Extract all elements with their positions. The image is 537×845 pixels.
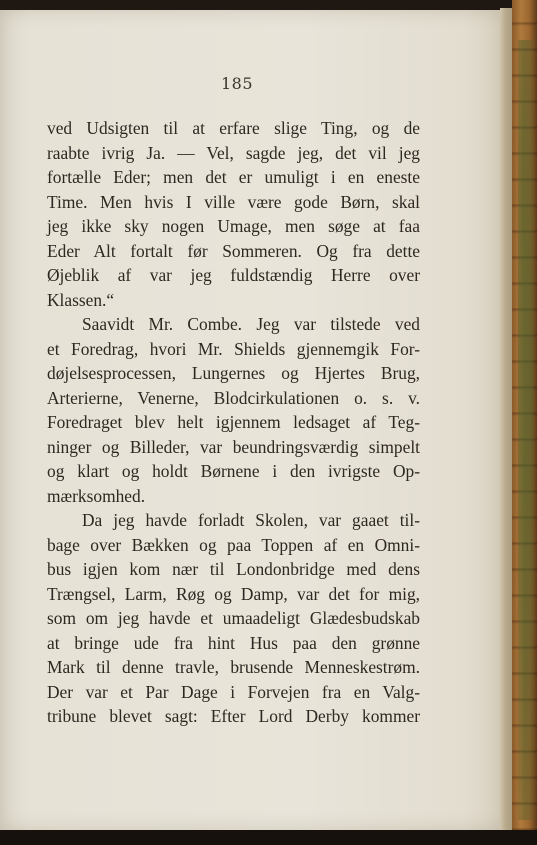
text-line: raabte ivrig Ja. — Vel, sagde jeg, det vil jeg xyxy=(47,142,420,163)
text-line: bus igjen kom nær til Londonbridge med dens xyxy=(47,559,420,579)
text-line: Saavidt Mr. Combe. Jeg var tilstede ved xyxy=(82,314,420,334)
text-line: Foredraget blev helt igjennem ledsaget af Teg- xyxy=(47,412,420,432)
text-line: fortælle Eder; men det er umuligt i en eneste xyxy=(47,167,420,187)
text-line: Der var et Par Dage i Forvejen fra en Valg- xyxy=(47,681,420,702)
text-line: Klassen.“ xyxy=(47,289,115,310)
text-line: ved Udsigten til at erfare slige Ting, og de xyxy=(47,118,420,138)
text-line: og klart og holdt Børnene i den ivrigste Op- xyxy=(47,461,420,481)
text-line: døjelsesprocessen, Lungernes og Hjertes Brug, xyxy=(47,363,420,383)
text-line: Arterierne, Venerne, Blodcirkulationen o. s. v. xyxy=(47,387,420,408)
text-line: at bringe ude fra hint Hus paa den grønne xyxy=(47,632,420,653)
text-line: jeg ikke sky nogen Umage, men søge at faa xyxy=(47,216,420,236)
text-line: som om jeg havde et umaadeligt Glædesbudskab xyxy=(47,608,420,628)
text-line: Eder Alt fortalt før Sommeren. Og fra dette xyxy=(47,240,420,261)
cover-marbling xyxy=(518,40,534,820)
text-line: Trængsel, Larm, Røg og Damp, var det for mig, xyxy=(47,583,420,604)
text-line: bage over Bækken og paa Toppen af en Omni- xyxy=(47,534,420,555)
text-line: mærksomhed. xyxy=(47,485,146,506)
body-text xyxy=(47,116,420,729)
text-line: Mark til denne travle, brusende Menneskestrøm. xyxy=(47,657,420,677)
text-line: ninger og Billeder, var beundringsværdig simpelt xyxy=(47,436,420,457)
text-line: Da jeg havde forladt Skolen, var gaaet til- xyxy=(82,510,420,530)
text-line: tribune blevet sagt: Efter Lord Derby kommer xyxy=(47,706,420,726)
text-line: Time. Men hvis I ville være gode Børn, skal xyxy=(47,191,420,212)
text-line: et Foredrag, hvori Mr. Shields gjennemgik For- xyxy=(47,338,420,359)
scan-border xyxy=(0,830,537,845)
page-number: 185 xyxy=(220,74,254,93)
text-line: Øjeblik af var jeg fuldstændig Herre over xyxy=(47,265,420,285)
